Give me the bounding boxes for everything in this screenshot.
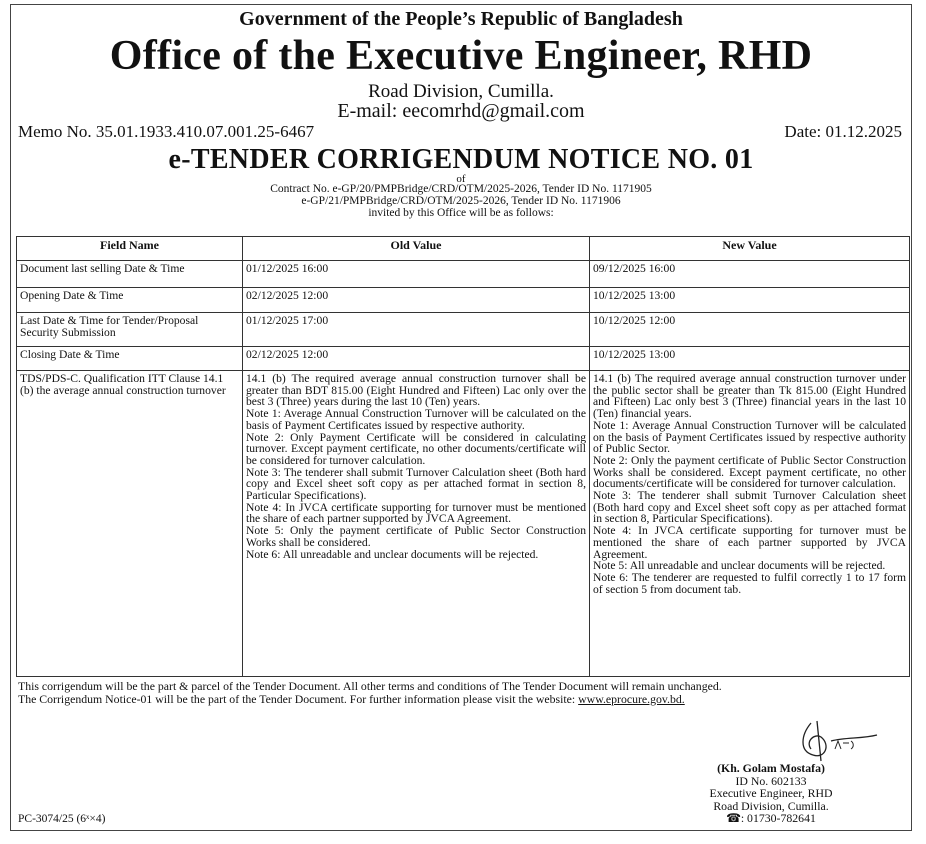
office-title: Office of the Executive Engineer, RHD xyxy=(109,33,813,79)
table-row xyxy=(17,288,910,313)
field-name-cell: Document last selling Date & Time xyxy=(17,261,243,288)
table-row xyxy=(17,347,910,371)
new-value-cell: 10/12/2025 13:00 xyxy=(590,347,910,371)
notice-title: e-TENDER CORRIGENDUM NOTICE NO. 01 xyxy=(168,144,754,175)
footnote-line: This corrigendum will be the part & parcel of the Tender Document. All other terms and conditions of The Tender Document will remain unchanged. xyxy=(18,679,722,693)
office-email: E-mail: eecomrhd@gmail.com xyxy=(337,100,585,122)
notice-date: Date: 01.12.2025 xyxy=(784,122,902,141)
contract-line: e-GP/21/PMPBridge/CRD/OTM/2025-2026, Tender ID No. 1171906 xyxy=(301,195,621,207)
old-value-cell: 02/12/2025 12:00 xyxy=(243,288,590,313)
signatory-id: ID No. 602133 xyxy=(735,773,807,788)
phone-number: : 01730-782641 xyxy=(740,811,816,826)
new-value-cell: 09/12/2025 16:00 xyxy=(590,261,910,288)
field-name-cell: TDS/PDS-C. Qualification ITT Clause 14.1 (b) the average annual construction turnover xyxy=(17,371,243,677)
signatory-name: (Kh. Golam Mostafa) xyxy=(717,761,825,775)
signatory-designation: Executive Engineer, RHD xyxy=(709,786,833,801)
table-row xyxy=(17,313,910,347)
new-value-cell: 14.1 (b) The required average annual construction turnover under the public sector shall be greater than Tk 815.00 (Eight Hundred and Fifteen) Lac only best 3 (Three) financial years in the last 10 (Ten) financial years. Note 1: Average Annual Construction Turnover will be calculated on the basis of Payment Certificates issued by respective authority of Public Sector. Note 2: Only the payment certificate of Public Sector Construction Works shall be considered. Except payment certificate, no other documents/certificate will be considered for turnover calculation. Note 3: The tenderer shall submit Turnover Calculation sheet (Both hard copy and Excel sheet soft copy as per attached format in section 8, Particular Specifications). Note 4: In JVCA certificate supporting for turnover must be mentioned the share of each partner supported by JVCA Agreement. Note 5: All unreadable and unclear documents will be rejected. Note 6: The tenderer are requested to fulfil correctly 1 to 17 form of section 5 from document tab. xyxy=(590,371,910,677)
notice-page xyxy=(10,4,912,831)
corrigendum-table xyxy=(16,236,910,677)
contract-block xyxy=(11,183,911,219)
contract-line: Contract No. e-GP/20/PMPBridge/CRD/OTM/2025-2026, Tender ID No. 1171905 xyxy=(270,183,652,195)
header-new-value: New Value xyxy=(590,237,910,261)
old-value-cell: 14.1 (b) The required average annual construction turnover shall be greater than BDT 815.00 (Eight Hundred and Fifteen) Lac only over the best 3 (Three) years during the last 10 (Ten) years. Note 1: Average Annual Construction Turnover will be calculated on the basis of Payment Certificates issued by respective authority. Note 2: Only Payment Certificate will be considered in calculating turnover. Except payment certificate, no other documents/certificate will be considered for turnover calculation. Note 3: The tenderer shall submit Turnover Calculation sheet (Both hard copy and Excel sheet soft copy as per attached format in section 8, Particular Specifications). Note 4: In JVCA certificate supporting for turnover must be mentioned the share of each partner supported by JVCA Agreement. Note 5: Only the payment certificate of Public Sector Construction Works shall be considered. Note 6: All unreadable and unclear documents will be rejected. xyxy=(243,371,590,677)
memo-number: Memo No. 35.01.1933.410.07.001.25-6467 xyxy=(18,122,315,141)
old-value-cell: 01/12/2025 16:00 xyxy=(243,261,590,288)
field-name-cell: Closing Date & Time xyxy=(17,347,243,371)
signature-mark xyxy=(791,715,881,767)
footnote-line xyxy=(18,693,722,706)
old-value-cell: 01/12/2025 17:00 xyxy=(243,313,590,347)
field-name-cell: Opening Date & Time xyxy=(17,288,243,313)
signatory-phone xyxy=(671,812,871,825)
contract-line: invited by this Office will be as follows: xyxy=(368,207,554,219)
division-name: Road Division, Cumilla. xyxy=(368,81,554,102)
new-value-cell: 10/12/2025 12:00 xyxy=(590,313,910,347)
header-field-name: Field Name xyxy=(17,237,243,261)
notice-of: of xyxy=(456,173,466,185)
table-header-row xyxy=(17,237,910,261)
footnote-text: The Corrigendum Notice-01 will be the part of the Tender Document. For further information please visit the website: xyxy=(18,691,576,706)
new-value-cell: 10/12/2025 13:00 xyxy=(590,288,910,313)
pc-reference: PC-3074/25 (6ˣ×4) xyxy=(18,813,106,825)
signatory-block xyxy=(671,762,871,825)
old-value-cell: 02/12/2025 12:00 xyxy=(243,347,590,371)
signatory-division: Road Division, Cumilla. xyxy=(713,798,829,813)
website-link[interactable]: www.eprocure.gov.bd. xyxy=(578,691,685,706)
footnote-block xyxy=(18,680,722,705)
field-name-cell: Last Date & Time for Tender/Proposal Security Submission xyxy=(17,313,243,347)
table-row xyxy=(17,371,910,677)
table-row xyxy=(17,261,910,288)
header-old-value: Old Value xyxy=(243,237,590,261)
telephone-icon: ☎ xyxy=(726,811,741,826)
government-heading: Government of the People’s Republic of Bangladesh xyxy=(239,8,683,30)
